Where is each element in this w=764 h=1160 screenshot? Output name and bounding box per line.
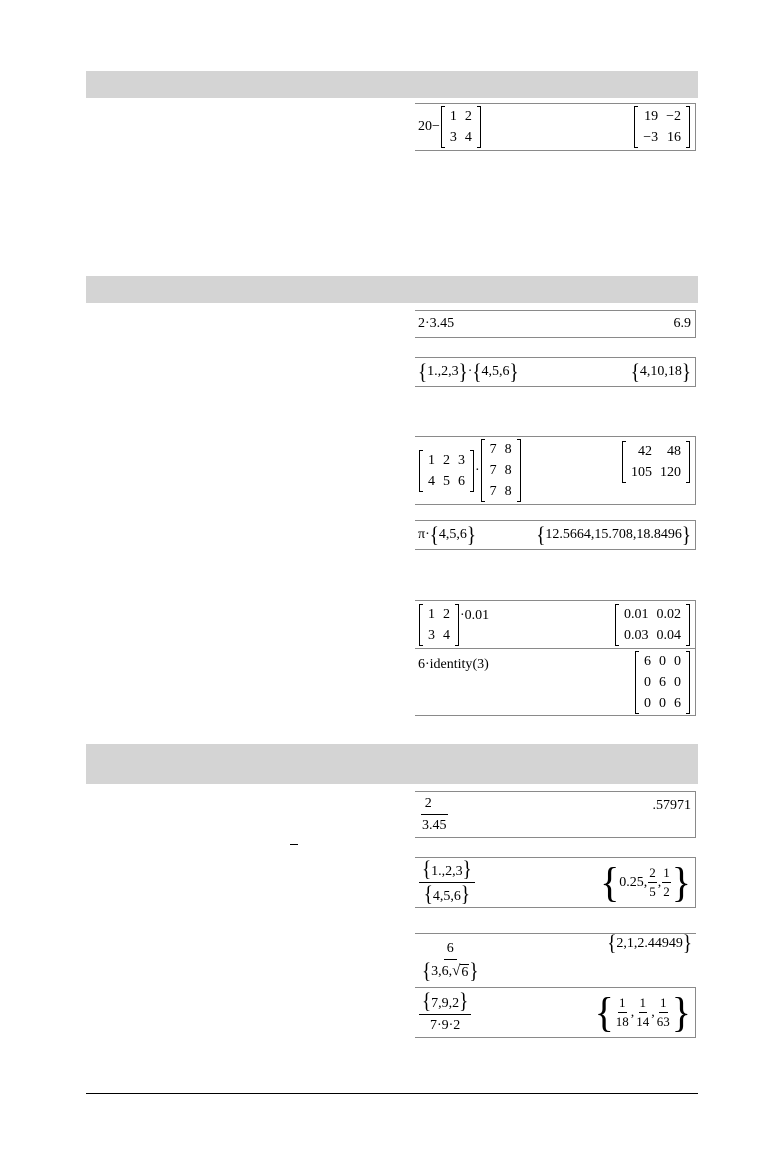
matrix: 1 2 3 4 — [419, 604, 459, 646]
example-identity: 6·identity ( 3 ) 6 0 0 0 6 0 0 0 6 — [415, 648, 696, 716]
scalar: 20 — [418, 119, 432, 134]
result: 4,10,18 — [639, 364, 682, 379]
example-list-multiply: { 1.,2,3 } · { 4,5,6 } { 4,10,18 } — [415, 357, 696, 387]
example-divide-lists: $\frac{\{1.,2,3\}}{\{4,5,6\}}$ { 0.25, $\frac{2}{5}$ , $\frac{1}{2}$ } — [415, 857, 696, 908]
result: 6.9 — [673, 316, 691, 331]
result-matrix: 6 0 0 0 6 0 0 0 6 — [635, 651, 690, 714]
fraction: $\frac{\{1.,2,3\}}{\{4,5,6\}}$ — [419, 860, 475, 905]
list-b: 4,5,6 — [481, 364, 510, 379]
section-header-band-1 — [86, 71, 698, 98]
example-scalar-multiply — [415, 310, 696, 338]
example-divide-scalar — [415, 791, 696, 838]
minus-operator: − — [432, 119, 440, 134]
result-matrix: 19 −2 −3 16 — [634, 106, 690, 148]
fraction: 6 { 3,6, √ 6 } — [422, 940, 479, 984]
example-list-divided: $\frac{\{7,9,2\}}{7\cdot 9\cdot 2}$ { $\frac{1}{18}$ , $\frac{1}{14}$ , $\frac{1}{63}$ } — [415, 987, 696, 1038]
result: 12.5664,15.708,18.8496 — [545, 527, 682, 542]
underline-mark — [290, 844, 298, 845]
example-matrix-scale: 1 2 3 4 ·0.01 0.01 0.02 0.03 0.04 — [415, 600, 696, 649]
matrix-b: 7 8 7 8 7 8 — [481, 439, 521, 502]
example-matrix-subtraction — [415, 103, 696, 151]
fraction: $\frac{\{7,9,2\}}{7\cdot 9\cdot 2}$ — [419, 992, 471, 1034]
input-matrix: 1 2 3 4 — [441, 106, 481, 148]
section-header-band-3 — [86, 744, 698, 784]
footer-rule — [86, 1093, 698, 1094]
fraction: $\frac{2}{3.45}$ — [422, 796, 447, 833]
input-expression: 2·3.45 — [418, 316, 455, 331]
result-matrix: 42 48 105 120 — [622, 441, 690, 483]
list-a: 1.,2,3 — [427, 364, 459, 379]
result: 2,1,2.44949 — [616, 935, 683, 951]
example-matrix-product: 1 2 3 4 5 6 · 7 8 7 8 7 8 42 48 105 120 — [415, 436, 696, 505]
example-divide-by-list: 6 { 3,6, √ 6 } { 2,1,2.44949 } — [415, 933, 696, 988]
list: 4,5,6 — [438, 527, 467, 542]
matrix-a: 1 2 3 4 5 6 — [419, 450, 474, 492]
result-matrix: 0.01 0.02 0.03 0.04 — [615, 604, 690, 646]
result: .57971 — [652, 798, 691, 813]
example-pi-list: π· { 4,5,6 } { 12.5664,15.708,18.8496 } — [415, 520, 696, 550]
section-header-band-2 — [86, 276, 698, 303]
